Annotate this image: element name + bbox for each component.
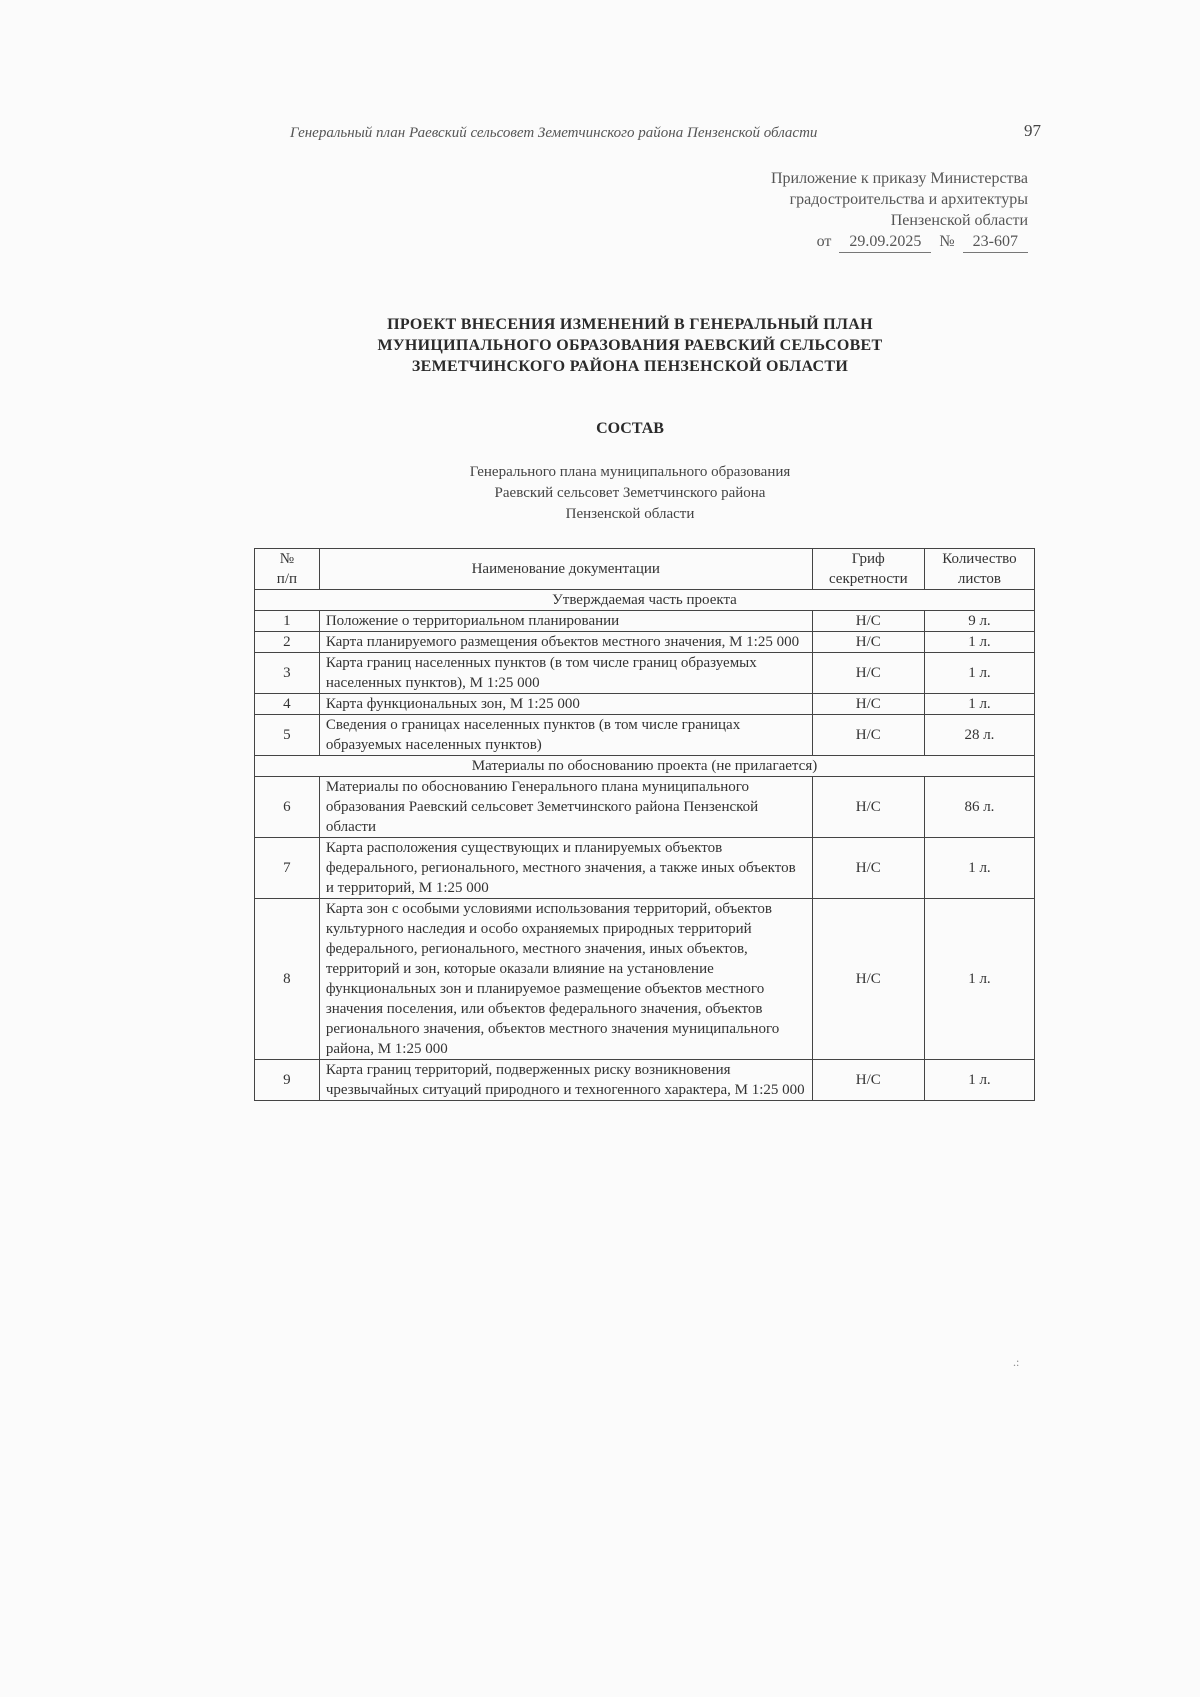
appendix-line: Пензенской области — [890, 212, 1028, 229]
row-name: Сведения о границах населенных пунктов (в том числе границах образуемых населенных пунктов) — [319, 715, 812, 756]
row-grif: Н/С — [812, 715, 924, 756]
document-title — [300, 314, 960, 377]
order-number-label: № — [939, 233, 955, 250]
header-num — [255, 549, 320, 590]
header-num-line: п/п — [276, 571, 298, 587]
row-sheets: 28 л. — [924, 715, 1034, 756]
header-name: Наименование документации — [319, 549, 812, 590]
title-line: ЗЕМЕТЧИНСКОГО РАЙОНА ПЕНЗЕНСКОЙ ОБЛАСТИ — [411, 358, 849, 375]
table-row — [255, 715, 1035, 756]
order-from-label: от — [816, 233, 832, 250]
row-sheets: 1 л. — [924, 653, 1034, 694]
order-reference — [809, 231, 1028, 253]
row-sheets: 1 л. — [924, 1060, 1034, 1101]
row-number: 3 — [255, 653, 320, 694]
row-grif: Н/С — [812, 777, 924, 838]
row-grif: Н/С — [812, 899, 924, 1060]
row-name: Карта границ населенных пунктов (в том числе границ образуемых населенных пунктов), М 1:25 000 — [319, 653, 812, 694]
intro-text — [300, 462, 960, 525]
page-number: 97 — [1024, 121, 1041, 140]
section-heading: СОСТАВ — [596, 420, 664, 437]
row-name: Карта зон с особыми условиями использования территорий, объектов культурного наследия и особо охраняемых природных территорий федерального, регионального, местного значения, иных объектов, территорий и зон, которые оказали влияние на установление функциональных зон и планируемое размещение объектов местного значения поселения, или объектов федерального значения, объектов регионального значения, объектов местного значения муниципального района, М 1:25 000 — [319, 899, 812, 1060]
row-number: 9 — [255, 1060, 320, 1101]
table-row — [255, 1060, 1035, 1101]
header-num-line: № — [279, 551, 295, 567]
header-grif — [812, 549, 924, 590]
row-sheets: 1 л. — [924, 899, 1034, 1060]
row-number: 1 — [255, 611, 320, 632]
title-line: МУНИЦИПАЛЬНОГО ОБРАЗОВАНИЯ РАЕВСКИЙ СЕЛЬСОВЕТ — [377, 337, 883, 354]
appendix-line: Приложение к приказу Министерства — [770, 170, 1028, 187]
table-body-approved — [255, 611, 1035, 756]
row-name: Карта планируемого размещения объектов местного значения, М 1:25 000 — [319, 632, 812, 653]
order-date: 29.09.2025 — [839, 231, 931, 253]
header-grif-line: секретности — [828, 571, 908, 587]
table-row — [255, 899, 1035, 1060]
header-sheets — [924, 549, 1034, 590]
row-sheets: 1 л. — [924, 694, 1034, 715]
section-row — [255, 590, 1035, 611]
row-number: 7 — [255, 838, 320, 899]
section-title: Утверждаемая часть проекта — [255, 590, 1035, 611]
row-number: 4 — [255, 694, 320, 715]
row-grif: Н/С — [812, 653, 924, 694]
composition-table — [254, 548, 1035, 1101]
header-sheets-line: Количество — [942, 551, 1017, 567]
header-grif-line: Гриф — [851, 551, 885, 567]
table-row — [255, 694, 1035, 715]
row-sheets: 9 л. — [924, 611, 1034, 632]
row-name: Материалы по обоснованию Генерального плана муниципального образования Раевский сельсовет Земетчинского района Пензенской области — [319, 777, 812, 838]
row-name: Карта функциональных зон, М 1:25 000 — [319, 694, 812, 715]
table-row — [255, 653, 1035, 694]
row-number: 2 — [255, 632, 320, 653]
table-row — [255, 777, 1035, 838]
table-header-row — [255, 549, 1035, 590]
row-grif: Н/С — [812, 694, 924, 715]
appendix-line: градостроительства и архитектуры — [789, 191, 1028, 208]
intro-line: Пензенской области — [565, 506, 695, 522]
table-body-justification — [255, 777, 1035, 1101]
row-number: 6 — [255, 777, 320, 838]
row-number: 5 — [255, 715, 320, 756]
section-row — [255, 756, 1035, 777]
row-name: Карта расположения существующих и планируемых объектов федерального, регионального, местного значения, а также иных объектов и территорий, М 1:25 000 — [319, 838, 812, 899]
row-grif: Н/С — [812, 838, 924, 899]
row-name: Положение о территориальном планировании — [319, 611, 812, 632]
intro-line: Раевский сельсовет Земетчинского района — [494, 485, 766, 501]
row-name: Карта границ территорий, подверженных риску возникновения чрезвычайных ситуаций природного и техногенного характера, М 1:25 000 — [319, 1060, 812, 1101]
header-sheets-line: листов — [957, 571, 1001, 587]
appendix-block — [628, 168, 1028, 253]
row-grif: Н/С — [812, 1060, 924, 1101]
table-row — [255, 632, 1035, 653]
table-row — [255, 611, 1035, 632]
title-line: ПРОЕКТ ВНЕСЕНИЯ ИЗМЕНЕНИЙ В ГЕНЕРАЛЬНЫЙ ПЛАН — [387, 316, 873, 333]
section-title: Материалы по обоснованию проекта (не прилагается) — [255, 756, 1035, 777]
row-sheets: 86 л. — [924, 777, 1034, 838]
row-sheets: 1 л. — [924, 632, 1034, 653]
row-number: 8 — [255, 899, 320, 1060]
row-sheets: 1 л. — [924, 838, 1034, 899]
row-grif: Н/С — [812, 611, 924, 632]
running-header: Генеральный план Раевский сельсовет Земетчинского района Пензенской области — [290, 125, 818, 141]
row-grif: Н/С — [812, 632, 924, 653]
scan-mark: .: — [1013, 1355, 1020, 1369]
order-number: 23-607 — [963, 231, 1028, 253]
table-row — [255, 838, 1035, 899]
intro-line: Генерального плана муниципального образования — [469, 464, 791, 480]
